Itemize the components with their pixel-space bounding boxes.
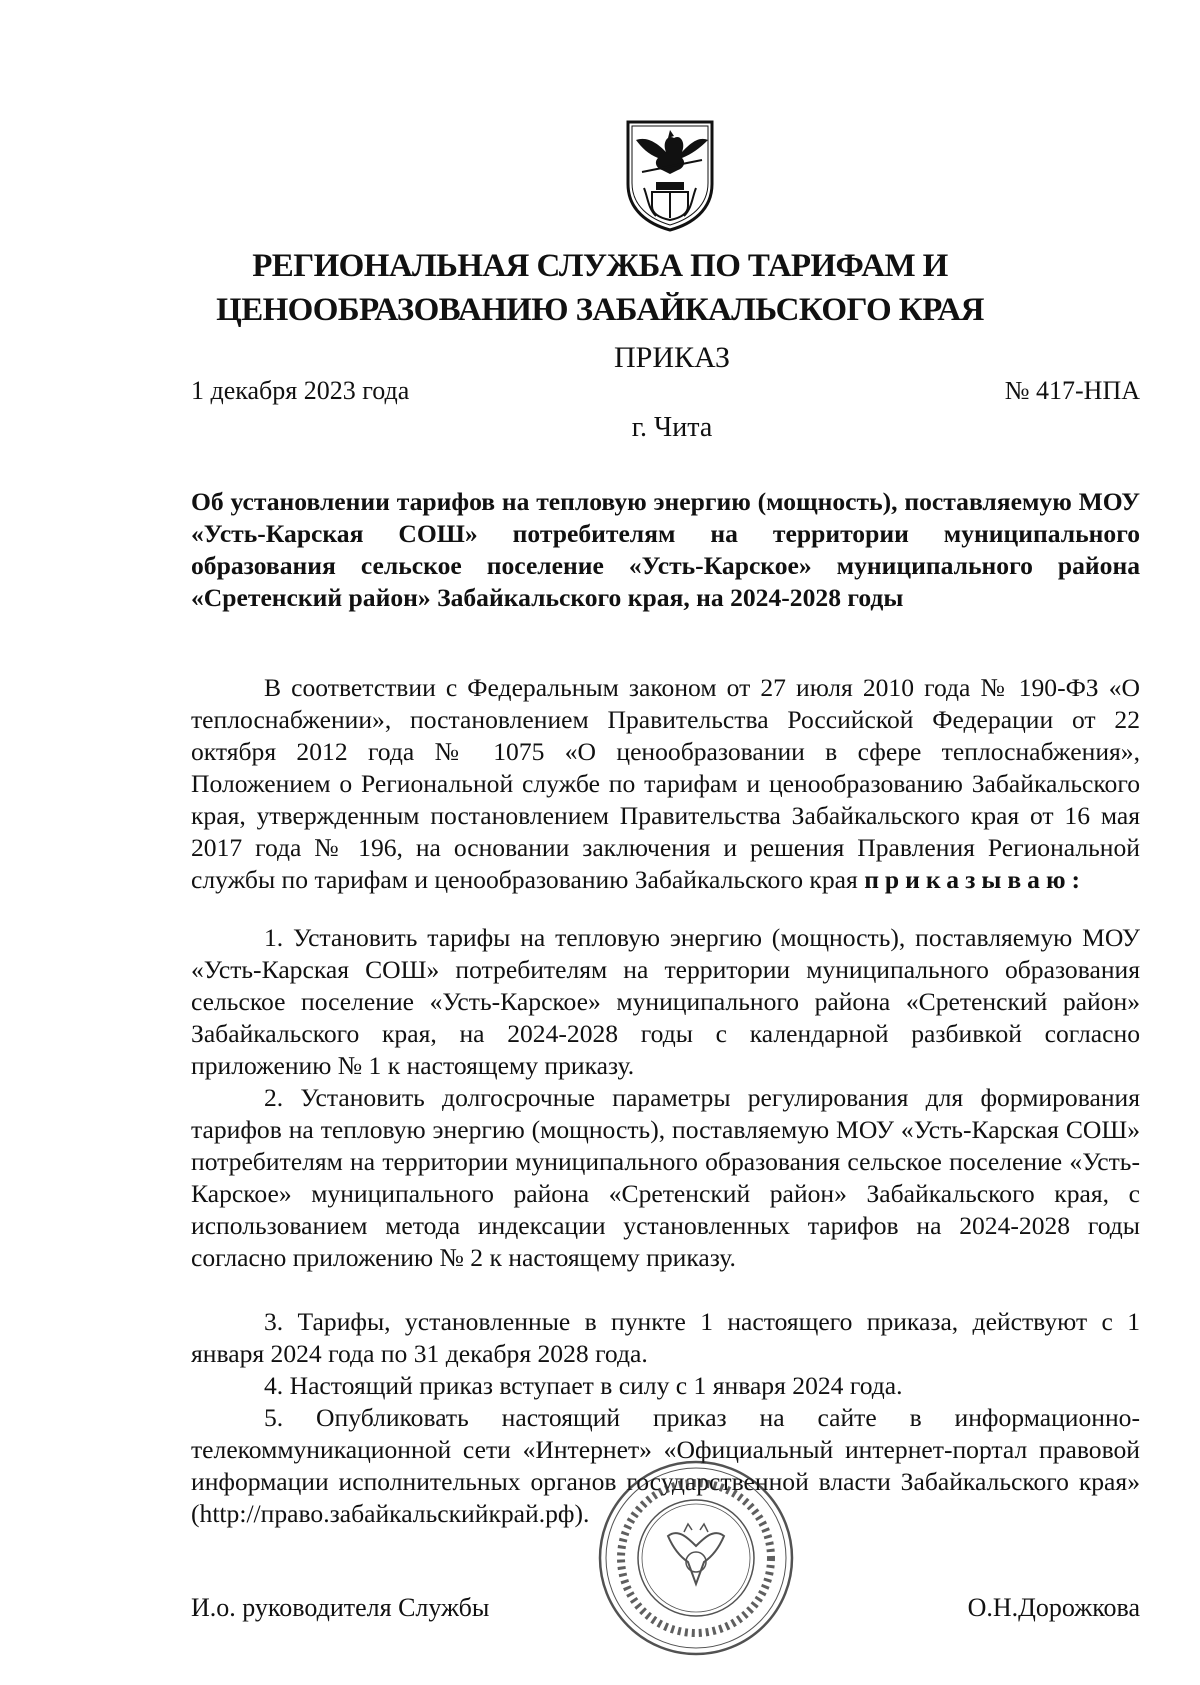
document-type: ПРИКАЗ (614, 341, 730, 374)
document-city: г. Чита (631, 412, 713, 443)
coat-of-arms-icon (622, 118, 718, 234)
preamble-paragraph (191, 672, 1140, 896)
order-item-4: 4. Настоящий приказ вступает в силу с 1 января 2024 года. (264, 1371, 903, 1400)
document-subject: Об установлении тарифов на тепловую энергию (мощность), поставляемую МОУ «Усть-Карская СОШ» потребителям на территории муниципального образования сельское поселение «Усть-Карское» муниципального района «Сретенский район» Забайкальского края, на 2024-2028 годы (191, 487, 1140, 612)
signer-name: О.Н.Дорожкова (967, 1593, 1140, 1622)
order-item-2: 2. Установить долгосрочные параметры регулирования для формирования тарифов на тепловую энергию (мощность), поставляемую МОУ «Усть-Карская СОШ» потребителям на территории муниципального образования сельское поселение «Усть-Карское» муниципального района «Сретенский район» Забайкальского края, с использованием метода индексации установленных тарифов на 2024-2028 годы согласно приложению № 2 к настоящему приказу. (191, 1083, 1140, 1272)
directive-word: приказываю: (864, 865, 1087, 894)
signer-position: И.о. руководителя Службы (191, 1593, 490, 1622)
title-line-1: РЕГИОНАЛЬНАЯ СЛУЖБА ПО ТАРИФАМ И (252, 248, 948, 284)
preamble-text: В соответствии с Федеральным законом от 27 июля 2010 года № 190-ФЗ «О теплоснабжении», постановлением Правительства Российской Федерации от 22 октября 2012 года № 1075 «О ценообразовании в сфере теплоснабжения», Положением о Региональной службе по тарифам и ценообразованию Забайкальского края, утвержденным постановлением Правительства Забайкальского края от 16 мая 2017 года № 196, на основании заключения и решения Правления Региональной службы по тарифам и ценообразованию Забайкальского края (191, 673, 1140, 894)
order-item-5: 5. Опубликовать настоящий приказ на сайте в информационно-телекоммуникационной сети «Интернет» «Официальный интернет-портал правовой информации исполнительных органов государственной власти Забайкальского края» (http://право.забайкальскийкрай.рф). (191, 1403, 1140, 1528)
document-date: 1 декабря 2023 года (191, 376, 410, 405)
organization-title (130, 244, 1070, 332)
official-seal-icon (596, 1458, 796, 1658)
title-line-2: ЦЕНООБРАЗОВАНИЮ ЗАБАЙКАЛЬСКОГО КРАЯ (216, 292, 984, 328)
order-item-1: 1. Установить тарифы на тепловую энергию (мощность), поставляемую МОУ «Усть-Карская СОШ» потребителям на территории муниципального образования сельское поселение «Усть-Карское» муниципального района «Сретенский район» Забайкальского края, на 2024-2028 годы с календарной разбивкой согласно приложению № 1 к настоящему приказу. (191, 923, 1140, 1080)
order-item-3: 3. Тарифы, установленные в пункте 1 настоящего приказа, действуют с 1 января 2024 года по 31 декабря 2028 года. (191, 1307, 1140, 1368)
document-number: № 417-НПА (1004, 376, 1140, 405)
